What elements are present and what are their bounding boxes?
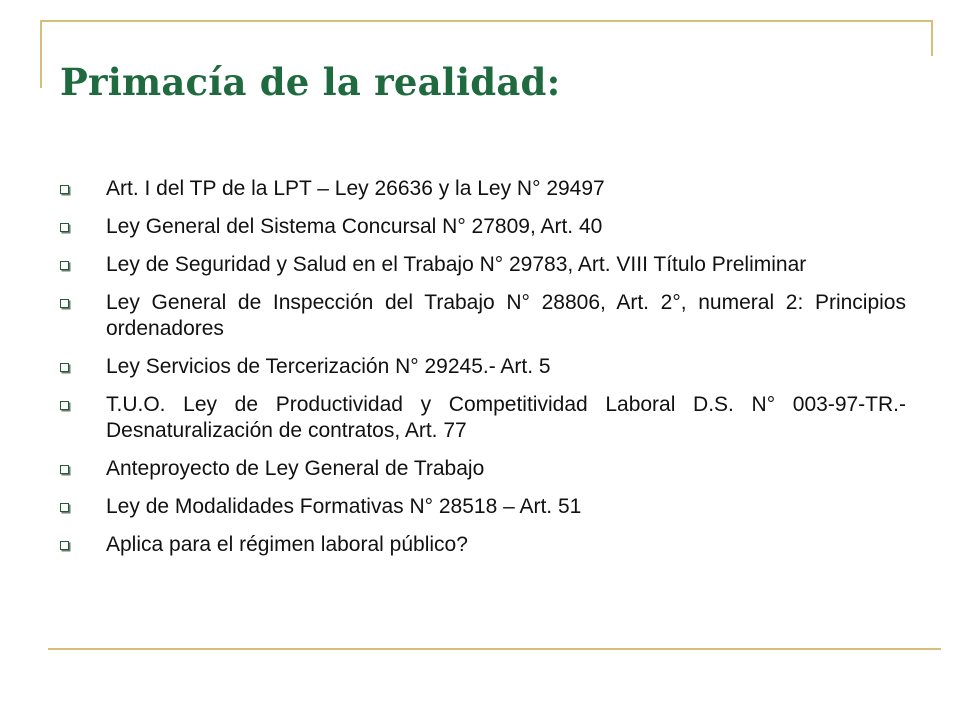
bullet-item	[60, 392, 906, 444]
bullet-item	[60, 532, 906, 558]
square-bullet-icon	[60, 363, 69, 372]
bullet-item	[60, 354, 906, 380]
bullet-list	[60, 176, 906, 570]
bullet-item	[60, 176, 906, 202]
bullet-text: Aplica para el régimen laboral público?	[106, 533, 468, 556]
square-bullet-icon	[60, 401, 69, 410]
square-bullet-icon	[60, 223, 69, 232]
bullet-text: Ley de Modalidades Formativas N° 28518 – Art. 51	[106, 495, 582, 518]
square-bullet-icon	[60, 299, 69, 308]
frame-left-line	[40, 20, 42, 88]
frame-top-line	[40, 20, 933, 22]
frame-bottom-line	[48, 648, 941, 650]
bullet-item	[60, 456, 906, 482]
square-bullet-icon	[60, 185, 69, 194]
bullet-item	[60, 290, 906, 342]
bullet-text: Ley General del Sistema Concursal N° 27809, Art. 40	[106, 215, 603, 238]
bullet-item	[60, 252, 906, 278]
slide-title: Primacía de la realidad:	[60, 60, 561, 104]
frame-right-line	[931, 20, 933, 56]
bullet-text: Anteproyecto de Ley General de Trabajo	[106, 457, 485, 480]
bullet-text: Ley de Seguridad y Salud en el Trabajo N° 29783, Art. VIII Título Preliminar	[106, 253, 807, 276]
bullet-item	[60, 494, 906, 520]
bullet-text: Ley General de Inspección del Trabajo N° 28806, Art. 2°, numeral 2: Principios ordenadores	[106, 291, 906, 340]
bullet-text: Ley Servicios de Tercerización N° 29245.- Art. 5	[106, 355, 551, 378]
bullet-text: T.U.O. Ley de Productividad y Competitividad Laboral D.S. N° 003-97-TR.- Desnaturalización de contratos, Art. 77	[106, 393, 906, 442]
bullet-text: Art. I del TP de la LPT – Ley 26636 y la Ley N° 29497	[106, 177, 605, 200]
square-bullet-icon	[60, 541, 69, 550]
bullet-item	[60, 214, 906, 240]
square-bullet-icon	[60, 261, 69, 270]
square-bullet-icon	[60, 503, 69, 512]
square-bullet-icon	[60, 465, 69, 474]
